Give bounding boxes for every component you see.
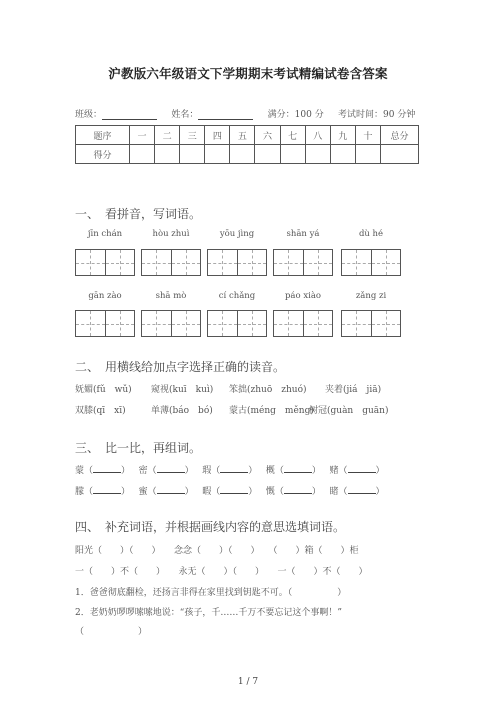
writing-grid[interactable] [341, 310, 401, 337]
writing-grid[interactable] [207, 310, 267, 337]
class-label: 班级： [75, 110, 103, 120]
pinyin-label: cí chǎng [218, 291, 256, 301]
close-paren: ） [311, 487, 321, 497]
close-paren: ） [121, 487, 131, 497]
score-header-cell: 七 [280, 126, 305, 145]
compare-char: 概（ [265, 466, 284, 476]
question-1: 1．爸爸彻底翻检，还扬言非得在家里找到钥匙不可。（ ） [75, 588, 347, 598]
compare-row [75, 463, 385, 476]
section-3-heading: 三、 比一比，再组词。 [75, 441, 202, 455]
writing-grid[interactable] [207, 249, 267, 276]
close-paren: ） [184, 487, 194, 497]
compare-char: 蒙（ [75, 466, 94, 476]
question-2-blank[interactable]: （ ） [75, 627, 148, 637]
score-table-score-row [76, 145, 419, 164]
pronunciation-item: 窥视(kuī kuì) [151, 385, 214, 395]
compare-char: 慨（ [265, 487, 284, 497]
score-header-cell: 九 [330, 126, 355, 145]
score-cell[interactable] [355, 145, 380, 164]
score-cell[interactable] [330, 145, 355, 164]
idiom-row: 一（ ）不（ ） 永无（ ）（ ） 一（ ）不（ ） [75, 567, 368, 577]
score-cell[interactable] [130, 145, 155, 164]
answer-blank[interactable] [93, 463, 121, 473]
exam-info-line [75, 107, 435, 120]
close-paren: ） [311, 466, 321, 476]
score-header-cell: 八 [305, 126, 330, 145]
answer-blank[interactable] [348, 484, 376, 494]
pronunciation-item: 双膝(qī xī) [75, 406, 126, 416]
question-2: 2．老奶奶啰啰嗦嗦地说：“孩子，千……千万不要忘记这个事啊！” [75, 608, 342, 618]
pinyin-label: páo xiào [284, 291, 322, 301]
pronunciation-item: 夹着(jiá jiā) [325, 385, 382, 395]
pinyin-label: gān zào [88, 291, 122, 301]
writing-grid[interactable] [141, 249, 201, 276]
score-header-cell: 五 [230, 126, 255, 145]
pinyin-label: yōu jìng [219, 229, 255, 239]
compare-char: 赌（ [329, 466, 348, 476]
compare-char: 暇（ [202, 487, 221, 497]
score-cell[interactable] [155, 145, 180, 164]
answer-blank[interactable] [284, 463, 312, 473]
score-header-cell: 总分 [381, 126, 419, 145]
full-score-text: 满分：100 分 [267, 110, 324, 120]
close-paren: ） [121, 466, 131, 476]
compare-char: 睹（ [329, 487, 348, 497]
page-number: 1 / 7 [237, 677, 259, 687]
score-table [75, 125, 419, 164]
compare-row [75, 484, 385, 497]
pinyin-label: shān yá [286, 229, 320, 239]
pronunciation-item: 妩媚(fǔ wǔ) [75, 385, 132, 395]
score-cell[interactable] [280, 145, 305, 164]
pinyin-label: jīn chán [87, 229, 123, 239]
score-cell[interactable] [205, 145, 230, 164]
class-blank [102, 119, 157, 120]
score-header-cell: 六 [255, 126, 280, 145]
close-paren: ） [248, 466, 258, 476]
score-cell[interactable] [230, 145, 255, 164]
pinyin-label: zǎng zi [355, 291, 387, 301]
pinyin-label: dù hé [358, 229, 384, 239]
score-header-cell: 十 [355, 126, 380, 145]
score-header-cell: 四 [205, 126, 230, 145]
score-cell[interactable] [381, 145, 419, 164]
section-4-heading: 四、 补充词语，并根据画线内容的意思选填词语。 [75, 520, 346, 534]
name-blank [198, 119, 253, 120]
pinyin-label: shā mò [155, 291, 187, 301]
score-header-cell: 一 [130, 126, 155, 145]
idiom-row: 阳光（ ）（ ） 念念（ ）（ ） （ ）箱（ ）柜 [75, 546, 359, 556]
section-2-heading: 二、 用横线给加点字选择正确的读音。 [75, 360, 286, 374]
writing-grid[interactable] [141, 310, 201, 337]
pinyin-label: hòu zhuì [152, 229, 190, 239]
answer-blank[interactable] [348, 463, 376, 473]
close-paren: ） [248, 487, 258, 497]
compare-char: 蜜（ [138, 487, 157, 497]
score-header-cell: 二 [155, 126, 180, 145]
answer-blank[interactable] [157, 463, 185, 473]
pronunciation-item: 单薄(báo bó) [151, 406, 213, 416]
pronunciation-item: 笨拙(zhuō zhuó) [229, 385, 307, 395]
score-cell[interactable] [180, 145, 205, 164]
answer-blank[interactable] [220, 484, 248, 494]
answer-blank[interactable] [220, 463, 248, 473]
pronunciation-item: 树冠(guàn guān) [309, 406, 389, 416]
score-header-cell: 题序 [76, 126, 130, 145]
close-paren: ） [375, 487, 385, 497]
close-paren: ） [184, 466, 194, 476]
exam-time-text: 考试时间：90 分钟 [338, 110, 416, 120]
section-1-heading: 一、 看拼音，写词语。 [75, 207, 202, 221]
compare-char: 密（ [138, 466, 157, 476]
score-cell[interactable] [305, 145, 330, 164]
answer-blank[interactable] [157, 484, 185, 494]
name-label: 姓名： [171, 110, 199, 120]
pronunciation-item: 蒙古(méng měng) [229, 406, 314, 416]
close-paren: ） [375, 466, 385, 476]
score-row-label: 得分 [76, 145, 130, 164]
compare-char: 瑕（ [202, 466, 221, 476]
answer-blank[interactable] [93, 484, 121, 494]
document-title: 沪教版六年级语文下学期期末考试精编试卷含答案 [108, 66, 388, 81]
writing-grid[interactable] [75, 310, 135, 337]
writing-grid[interactable] [341, 249, 401, 276]
score-cell[interactable] [255, 145, 280, 164]
score-table-header-row [76, 126, 419, 145]
score-header-cell: 三 [180, 126, 205, 145]
compare-char: 朦（ [75, 487, 94, 497]
writing-grid[interactable] [273, 310, 333, 337]
writing-grid[interactable] [75, 249, 135, 276]
writing-grid[interactable] [273, 249, 333, 276]
answer-blank[interactable] [284, 484, 312, 494]
